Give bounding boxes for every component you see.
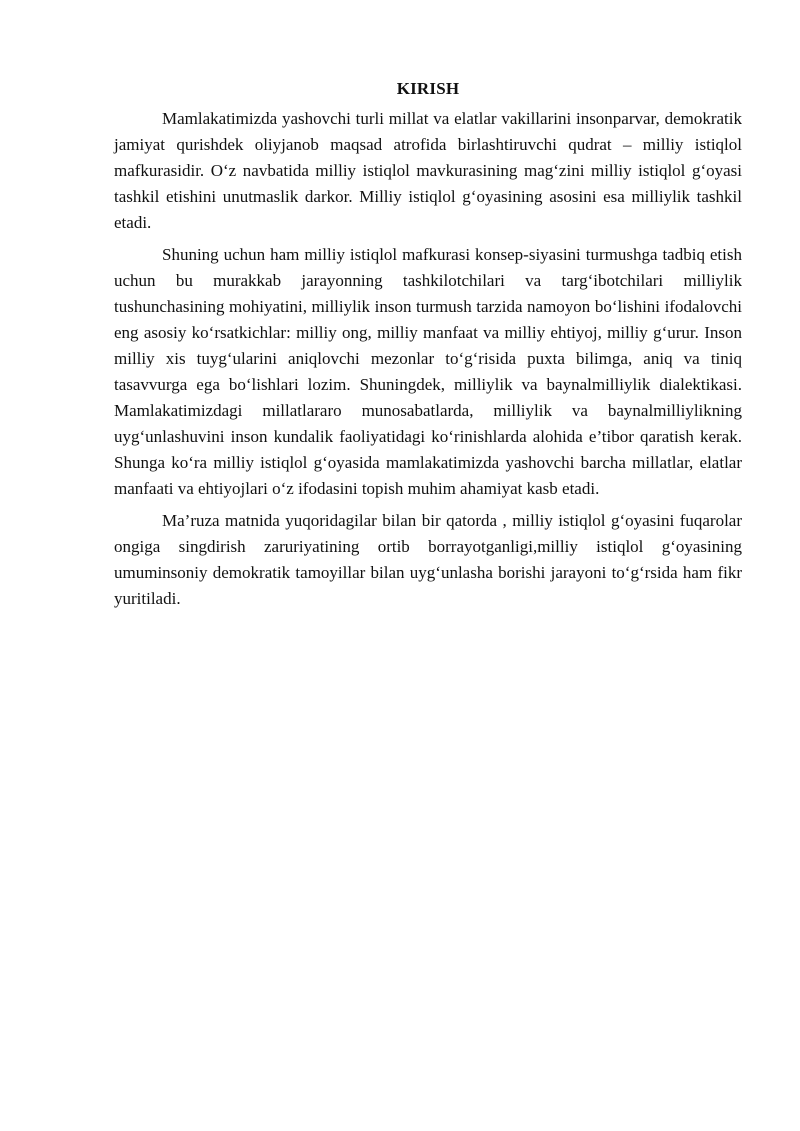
paragraph-1: Mamlakatimizda yashovchi turli millat va elatlar vakillarini insonparvar, demokratik jamiyat qurishdek oliyjanob maqsad atrofida birlashtiruvchi qudrat – milliy istiqlol mafkurasidir. O‘z navbatida milliy istiqlol mavkurasining mag‘zini milliy istiqlol g‘oyasi tashkil etishini unutmaslik darkor. Milliy istiqlol g‘oyasining asosini esa milliylik tashkil etadi. [114,109,742,232]
document-page [114,78,742,618]
document-title: KIRISH [396,79,460,98]
paragraph-3: Ma’ruza matnida yuqoridagilar bilan bir qatorda , milliy istiqlol g‘oyasini fuqarolar ongiga singdirish zaruriyatining ortib borrayotganligi,milliy istiqlol g‘oyasining umuminsoniy demokratik tamoyillar bilan uyg‘unlasha borishi jarayoni to‘g‘rsida ham fikr yuritiladi. [114,511,742,608]
paragraph-2: Shuning uchun ham milliy istiqlol mafkurasi konsep-siyasini turmushga tadbiq etish uchun bu murakkab jarayonning tashkilotchilari va targ‘ibotchilari milliylik tushunchasining mohiyatini, milliylik inson turmush tarzida namoyon bo‘lishini ifodalovchi eng asosiy ko‘rsatkichlar: milliy ong, milliy manfaat va milliy ehtiyoj, milliy g‘urur. Inson milliy xis tuyg‘ularini aniqlovchi mezonlar to‘g‘risida puxta bilimga, aniq va tiniq tasavvurga ega bo‘lishlari lozim. Shuningdek, milliylik va baynalmilliylik dialektikasi. Mamlakatimizdagi millatlararo munosabatlarda, milliylik va baynalmilliylikning uyg‘unlashuvini inson kundalik faoliyatidagi ko‘rinishlarda alohida e’tibor qaratish kerak. Shunga ko‘ra milliy istiqlol g‘oyasida mamlakatimizda yashovchi barcha millatlar, elatlar manfaati va ehtiyojlari o‘z ifodasini topish muhim ahamiyat kasb etadi. [114,245,742,498]
